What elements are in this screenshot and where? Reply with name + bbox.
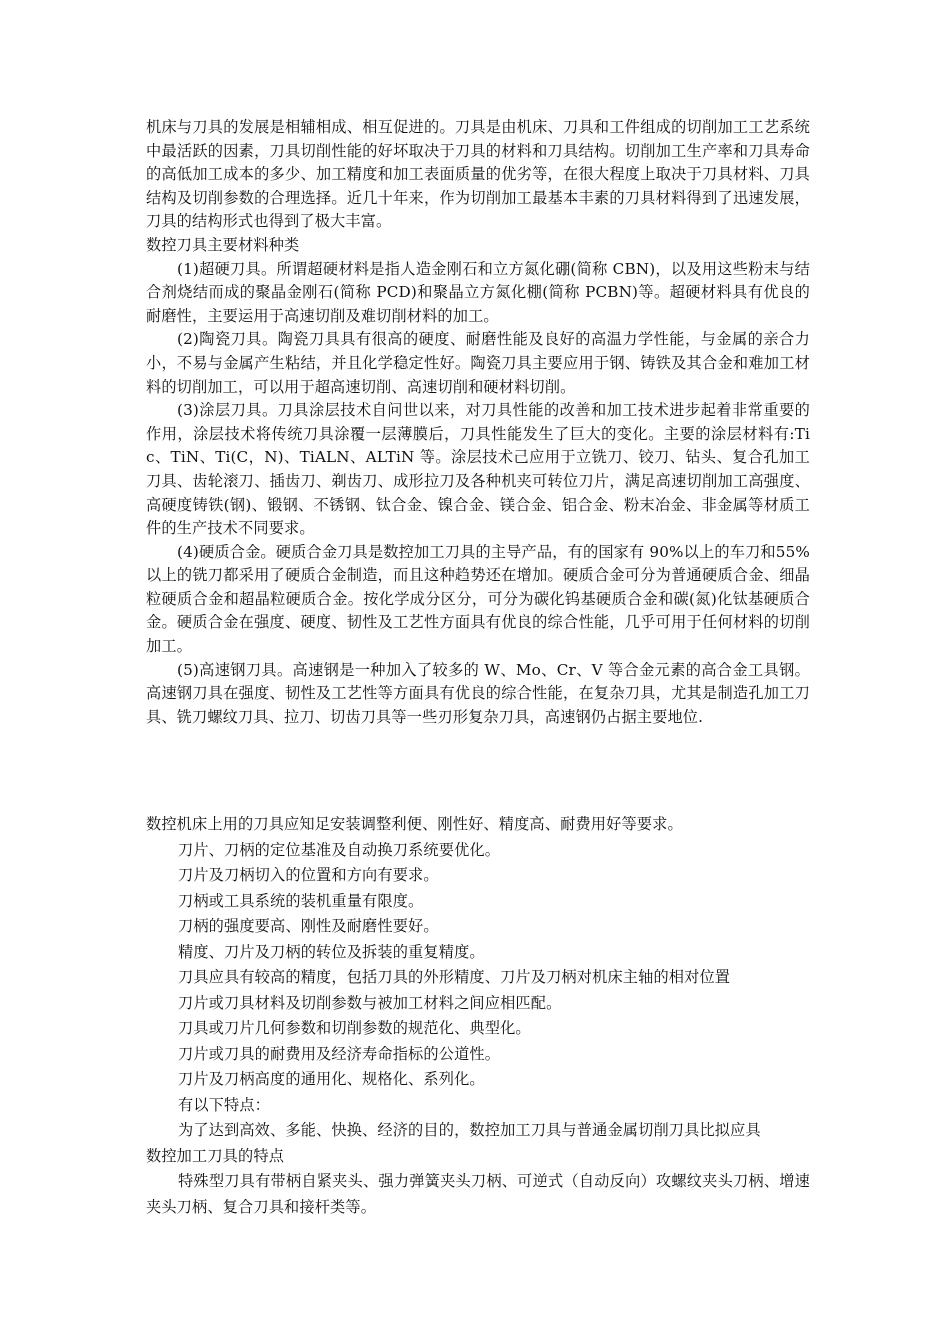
- requirements-section: [146, 812, 810, 1220]
- requirement-item: 刀片及刀柄高度的通用化、规格化、系列化。: [178, 1070, 485, 1088]
- requirement-item: 刀具应具有较高的精度，包括刀具的外形精度、刀片及刀柄对机床主轴的相对位置: [178, 968, 731, 986]
- material-paragraph-carbide: (4)硬质合金。硬质合金刀具是数控加工刀具的主导产品，有的国家有 90%以上的车刀和55%以上的铣刀都采用了硬质合金制造，而且这种趋势还在增加。硬质合金可分为普通硬质合金、细晶粒硬质合金和超晶粒硬质合金。按化学成分区分，可分为碳化钨基硬质合金和碳(氮)化钛基硬质合金。硬质合金在强度、硬度、韧性及工艺性方面具有优良的综合性能，几乎可用于任何材料的切削加工。: [146, 542, 810, 656]
- section-heading: 数控刀具主要材料种类: [146, 235, 300, 254]
- requirement-item: 刀片、刀柄的定位基准及自动换刀系统要优化。: [178, 840, 501, 859]
- materials-section: [146, 116, 810, 729]
- requirements-heading: 数控机床上用的刀具应知足安装调整利便、刚性好、精度高、耐费用好等要求。: [146, 815, 683, 833]
- material-paragraph-coated: (3)涂层刀具。刀具涂层技术自问世以来，对刀具性能的改善和加工技术进步起着非常重要的作用，涂层技术将传统刀具涂覆一层薄膜后，刀具性能发生了巨大的变化。主要的涂层材料有:Tic、TiN、Ti(C，N)、TiALN、ALTiN 等。涂层技术己应用于立铣刀、铰刀、钻头、复合孔加工刀具、齿轮滚刀、插齿刀、剃齿刀、成形拉刀及各种机夹可转位刀片，满足高速切削加工高强度、高硬度铸铁(钢)、锻钢、不锈钢、钛合金、镍合金、镁合金、铝合金、粉末冶金、非金属等材质工件的生产技术不同要求。: [146, 401, 810, 538]
- requirement-item: 刀片或刀具的耐费用及经济寿命指标的公道性。: [178, 1044, 501, 1063]
- requirement-item: 精度、刀片及刀柄的转位及拆装的重复精度。: [178, 942, 485, 961]
- special-tools-paragraph: 特殊型刀具有带柄自紧夹头、强力弹簧夹头刀柄、可逆式（自动反向）攻螺纹夹头刀柄、增速夹头刀柄、复合刀具和接杆类等。: [146, 1172, 810, 1216]
- material-paragraph-superhard: (1)超硬刀具。所谓超硬材料是指人造金刚石和立方氮化硼(简称 CBN)，以及用这些粉末与结合剂烧结而成的聚晶金刚石(简称 PCD)和聚晶立方氮化棚(简称 PCBN)等。超硬材料具有优良的耐磨性，主要运用于高速切削及难切削材料的加工。: [146, 259, 810, 325]
- requirement-item: 刀柄的强度要高、刚性及耐磨性要好。: [178, 917, 439, 935]
- material-paragraph-ceramic: (2)陶瓷刀具。陶瓷刀具具有很高的硬度、耐磨性能及良好的高温力学性能，与金属的亲合力小，不易与金属产生粘结，并且化学稳定性好。陶瓷刀具主要应用于钢、铸铁及其合金和难加工材料的切削加工，可以用于超高速切削、高速切削和硬材料切削。: [146, 330, 810, 396]
- requirement-item: 刀具或刀片几何参数和切削参数的规范化、典型化。: [178, 1019, 531, 1037]
- features-heading: 数控加工刀具的特点: [146, 1146, 285, 1165]
- requirement-item: 为了达到高效、多能、快换、经济的目的，数控加工刀具与普通金属切削刀具比拟应具: [178, 1121, 761, 1139]
- material-paragraph-hss: (5)高速钢刀具。高速钢是一种加入了较多的 W、Mo、Cr、V 等合金元素的高合金工具钢。高速钢刀具在强度、韧性及工艺性等方面具有优良的综合性能，在复杂刀具，尤其是制造孔加工刀具、铣刀螺纹刀具、拉刀、切齿刀具等一些刃形复杂刀具，高速钢仍占据主要地位.: [146, 660, 810, 726]
- requirement-item: 刀片或刀具材料及切削参数与被加工材料之间应相匹配。: [178, 993, 562, 1012]
- requirement-item: 有以下特点：: [178, 1095, 271, 1114]
- intro-paragraph: 机床与刀具的发展是相辅相成、相互促进的。刀具是由机床、刀具和工件组成的切削加工工艺系统中最活跃的因素，刀具切削性能的好坏取决于刀具的材料和刀具结构。切削加工生产率和刀具寿命的高低加工成本的多少、加工精度和加工表面质量的优劣等，在很大程度上取决于刀具材料、刀具结构及切削参数的合理选择。近几十年来，作为切削加工最基本丰素的刀具材料得到了迅速发展，刀具的结构形式也得到了极大丰富。: [146, 118, 810, 231]
- requirement-item: 刀片及刀柄切入的位置和方向有要求。: [178, 866, 439, 884]
- requirement-item: 刀柄或工具系统的装机重量有限度。: [178, 891, 424, 910]
